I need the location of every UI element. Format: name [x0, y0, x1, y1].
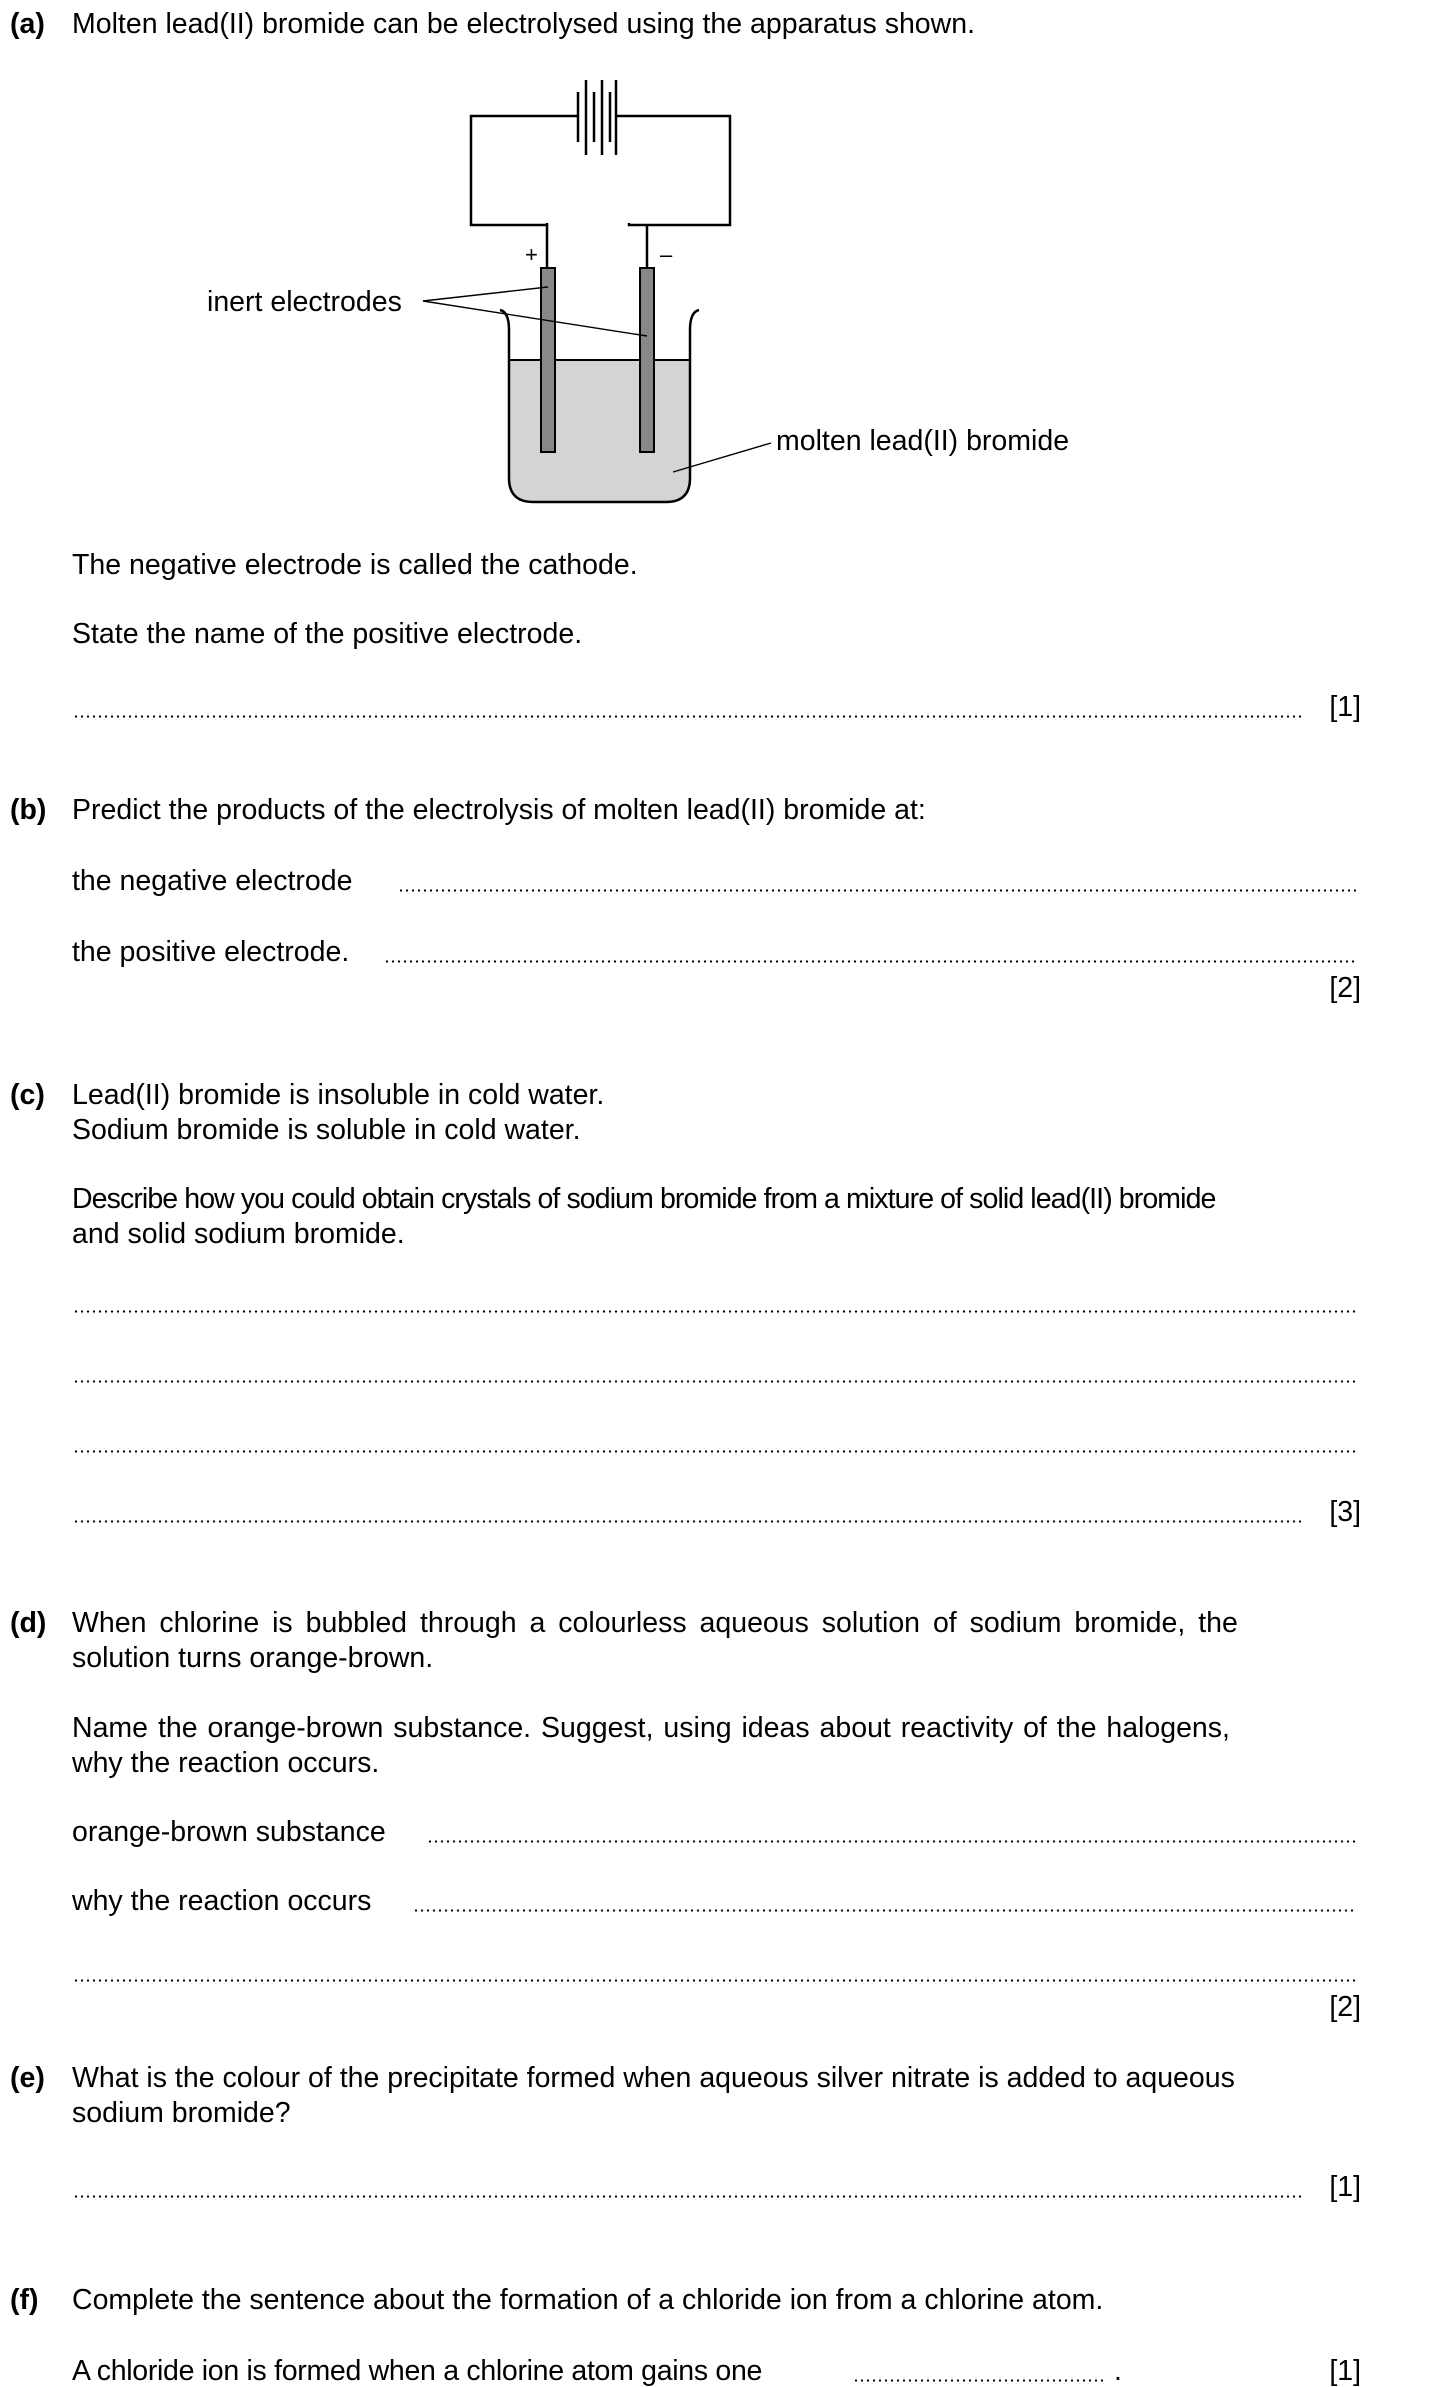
minus-sign: –	[660, 242, 673, 267]
question-label-f: (f)	[10, 2284, 39, 2316]
question-d-prompt-line-1: Name the orange-brown substance. Suggest, using ideas about reactivity of the halogens,	[72, 1712, 1230, 1744]
question-c-prompt-line-2: and solid sodium bromide.	[72, 1218, 405, 1250]
positive-electrode-label: the positive electrode.	[72, 936, 350, 968]
electrolysis-apparatus-diagram	[0, 0, 1436, 520]
answer-line-c-1[interactable]	[73, 1310, 1356, 1313]
molten-liquid	[509, 360, 690, 502]
liquid-label: molten lead(II) bromide	[776, 425, 1070, 457]
negative-electrode	[640, 268, 654, 452]
question-label-b: (b)	[10, 794, 47, 826]
question-d-intro-line-1: When chlorine is bubbled through a colourless aqueous solution of sodium bromide, the	[72, 1607, 1238, 1639]
question-b-intro: Predict the products of the electrolysis of molten lead(II) bromide at:	[72, 794, 926, 826]
question-a-intro: Molten lead(II) bromide can be electrolysed using the apparatus shown.	[72, 8, 976, 40]
electrodes-leader-2	[423, 301, 647, 336]
question-c-fact-1: Lead(II) bromide is insoluble in cold water.	[72, 1079, 605, 1111]
plus-sign: +	[525, 242, 538, 267]
question-label-a: (a)	[10, 8, 45, 40]
question-f-intro: Complete the sentence about the formation of a chloride ion from a chlorine atom.	[72, 2284, 1104, 2316]
answer-line-c-2[interactable]	[73, 1380, 1356, 1383]
question-label-c: (c)	[10, 1079, 45, 1111]
question-label-d: (d)	[10, 1607, 47, 1639]
question-f-sentence-end: .	[1114, 2355, 1122, 2387]
answer-line-a[interactable]	[73, 715, 1305, 718]
mark-a: [1]	[1329, 691, 1361, 723]
mark-d: [2]	[1329, 1991, 1361, 2023]
question-e-prompt-line-2: sodium bromide?	[72, 2097, 291, 2129]
positive-electrode	[541, 268, 555, 452]
question-d-prompt-line-2: why the reaction occurs.	[72, 1747, 380, 1779]
question-d-intro-line-2: solution turns orange-brown.	[72, 1642, 434, 1674]
question-label-e: (e)	[10, 2062, 45, 2094]
mark-e: [1]	[1329, 2171, 1361, 2203]
orange-brown-substance-label: orange-brown substance	[72, 1816, 386, 1848]
answer-line-c-4[interactable]	[73, 1520, 1305, 1523]
question-c-prompt-line-1: Describe how you could obtain crystals of sodium bromide from a mixture of solid lead(II) bromide	[72, 1183, 1216, 1215]
electrodes-leader-1	[423, 287, 548, 301]
mark-b: [2]	[1329, 972, 1361, 1004]
mark-f: [1]	[1329, 2355, 1361, 2387]
answer-line-e[interactable]	[73, 2195, 1305, 2198]
answer-line-b-positive[interactable]	[384, 960, 1356, 963]
question-f-sentence: A chloride ion is formed when a chlorine atom gains one	[72, 2355, 763, 2387]
question-a-statement: The negative electrode is called the cathode.	[72, 549, 638, 581]
why-reaction-occurs-label: why the reaction occurs	[72, 1885, 372, 1917]
question-e-prompt-line-1: What is the colour of the precipitate formed when aqueous silver nitrate is added to aqueous	[72, 2062, 1235, 2094]
answer-line-b-negative[interactable]	[398, 889, 1356, 892]
battery-icon	[578, 80, 616, 155]
question-c-fact-2: Sodium bromide is soluble in cold water.	[72, 1114, 581, 1146]
electrodes-label: inert electrodes	[207, 286, 402, 318]
answer-line-d-why-2[interactable]	[73, 1979, 1356, 1982]
negative-electrode-label: the negative electrode	[72, 865, 353, 897]
answer-line-d-why-1[interactable]	[413, 1909, 1356, 1912]
answer-line-d-substance[interactable]	[427, 1840, 1356, 1843]
answer-line-f[interactable]	[853, 2379, 1105, 2382]
mark-c: [3]	[1329, 1496, 1361, 1528]
answer-line-c-3[interactable]	[73, 1450, 1356, 1453]
circuit-wire	[471, 116, 578, 225]
question-a-prompt: State the name of the positive electrode.	[72, 618, 583, 650]
